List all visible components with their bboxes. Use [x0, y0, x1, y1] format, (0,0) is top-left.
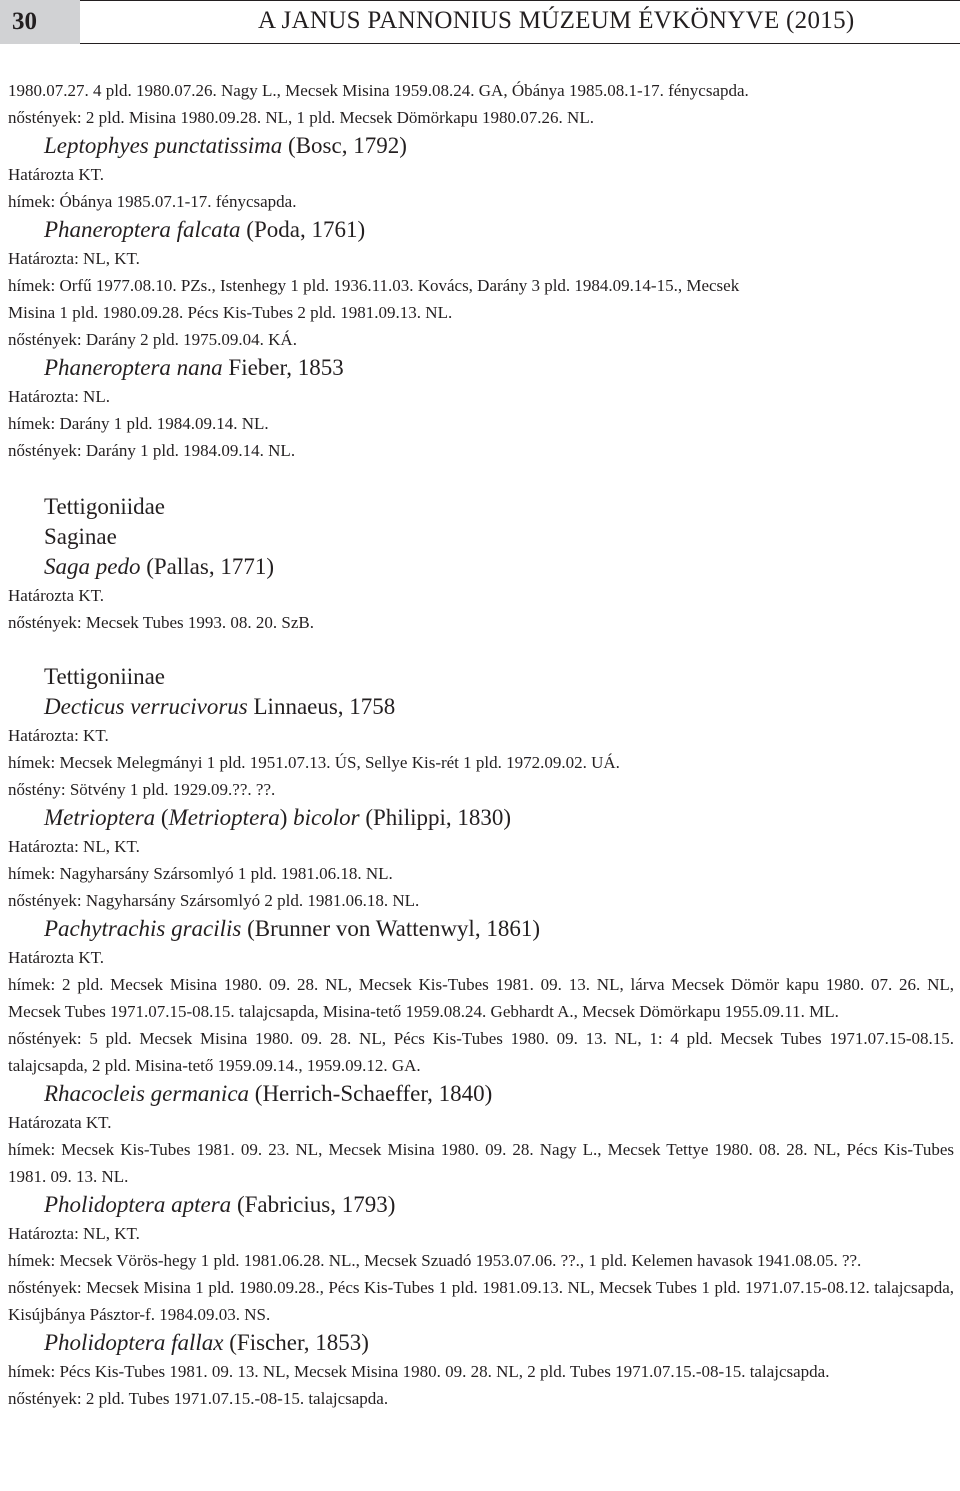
- taxon-heading: [8, 1328, 954, 1358]
- record-paragraph: nőstények: 5 pld. Mecsek Misina 1980. 09. 28. NL, Pécs Kis-Tubes 1980. 09. 13. NL, 1: 4 pld. Mecsek Tubes 1971.07.15-08.15. talajcsapda, 2 pld. Misina-tető 1959.09.14., 1959.09.12. GA.: [8, 1029, 954, 1075]
- taxon-heading: [8, 353, 954, 383]
- journal-title: A JANUS PANNONIUS MÚZEUM ÉVKÖNYVE (2015): [80, 0, 960, 44]
- record-line: nőstények: Nagyharsány Szársomlyó 2 pld. 1981.06.18. NL.: [8, 891, 420, 910]
- subfamily-heading: Tettigoniinae: [44, 664, 166, 689]
- taxon-paren: (: [155, 805, 169, 830]
- taxon-heading: [8, 1190, 954, 1220]
- taxon-name: Pholidoptera aptera: [44, 1192, 232, 1217]
- taxon-name: Saga pedo: [44, 554, 141, 579]
- taxon-name: Phaneroptera nana: [44, 355, 223, 380]
- record-paragraph: hímek: 2 pld. Mecsek Misina 1980. 09. 28. NL, Mecsek Kis-Tubes 1981. 09. 13. NL, lárva Mecsek Dömör kapu 1980. 07. 26. NL, Mecsek Tubes 1971.07.15-08.15. talajcsapda, Misina-tető 1959.08.24. Gebhardt A., Mecsek Dömörkapu 1955.09.11. ML.: [8, 975, 954, 1021]
- record-paragraph: nőstények: Mecsek Misina 1 pld. 1980.09.28., Pécs Kis-Tubes 1 pld. 1981.09.13. NL, Mecsek Tubes 1 pld. 1971.07.15-08.12. talajcsapda, Kisújbánya Pásztor-f. 1984.09.03. NS.: [8, 1278, 954, 1324]
- taxon-author: (Poda, 1761): [240, 217, 366, 242]
- record-line: nőstény: Sötvény 1 pld. 1929.09.??. ??.: [8, 780, 276, 799]
- taxon-name: Pholidoptera fallax: [44, 1330, 224, 1355]
- taxon-author: (Brunner von Wattenwyl, 1861): [241, 916, 540, 941]
- taxon-author: Fieber, 1853: [222, 355, 344, 380]
- taxon-heading: [8, 692, 954, 722]
- taxon-author: (Herrich-Schaeffer, 1840): [249, 1081, 493, 1106]
- record-paragraph: hímek: Mecsek Vörös-hegy 1 pld. 1981.06.28. NL., Mecsek Szuadó 1953.07.06. ??., 1 pld. Kelemen havasok 1941.08.05. ??.: [8, 1251, 862, 1270]
- taxon-name: Pachytrachis gracilis: [44, 916, 242, 941]
- record-line: hímek: Óbánya 1985.07.1-17. fénycsapda.: [8, 192, 297, 211]
- record-line: nőstények: Darány 1 pld. 1984.09.14. NL.: [8, 441, 296, 460]
- text-line: 1980.07.27. 4 pld. 1980.07.26. Nagy L., Mecsek Misina 1959.08.24. GA, Óbánya 1985.08.1-17. fénycsapda.: [8, 81, 749, 100]
- record-line: nőstények: 2 pld. Tubes 1971.07.15.-08-15. talajcsapda.: [8, 1389, 389, 1408]
- determiner-line: Határozata KT.: [8, 1113, 112, 1132]
- record-line: hímek: Orfű 1977.08.10. PZs., Istenhegy 1 pld. 1936.11.03. Kovács, Darány 3 pld. 1984.09.14-15., Mecsek: [8, 276, 740, 295]
- page-header: [0, 0, 960, 44]
- determiner-line: Határozta: NL.: [8, 387, 110, 406]
- taxon-heading: [8, 914, 954, 944]
- taxon-author: (Bosc, 1792): [282, 133, 407, 158]
- record-line: hímek: Mecsek Melegmányi 1 pld. 1951.07.13. ÚS, Sellye Kis-rét 1 pld. 1972.09.02. UÁ.: [8, 753, 620, 772]
- taxon-author: Linnaeus, 1758: [247, 694, 396, 719]
- taxon-author: (Philippi, 1830): [359, 805, 512, 830]
- determiner-line: Határozta KT.: [8, 948, 104, 967]
- taxon-name: Decticus verrucivorus: [44, 694, 248, 719]
- record-line: hímek: Darány 1 pld. 1984.09.14. NL.: [8, 414, 269, 433]
- record-line: Misina 1 pld. 1980.09.28. Pécs Kis-Tubes 2 pld. 1981.09.13. NL.: [8, 303, 453, 322]
- page-number: 30: [0, 0, 80, 44]
- determiner-line: Határozta KT.: [8, 586, 104, 605]
- record-paragraph: hímek: Mecsek Kis-Tubes 1981. 09. 23. NL, Mecsek Misina 1980. 09. 28. Nagy L., Mecsek Tettye 1980. 08. 28. NL, Pécs Kis-Tubes 1981. 09. 13. NL.: [8, 1140, 954, 1186]
- subfamily-heading: Saginae: [44, 524, 117, 549]
- determiner-line: Határozta: KT.: [8, 726, 109, 745]
- taxon-heading: [8, 131, 954, 161]
- text-line: nőstények: 2 pld. Misina 1980.09.28. NL, 1 pld. Mecsek Dömörkapu 1980.07.26. NL.: [8, 108, 594, 127]
- taxon-name: Rhacocleis germanica: [44, 1081, 250, 1106]
- spacer: [8, 636, 954, 662]
- taxon-epithet: bicolor: [293, 805, 360, 830]
- taxon-author: (Fischer, 1853): [223, 1330, 369, 1355]
- taxon-author: (Pallas, 1771): [140, 554, 274, 579]
- record-line: hímek: Nagyharsány Szársomlyó 1 pld. 1981.06.18. NL.: [8, 864, 393, 883]
- taxon-heading: [8, 215, 954, 245]
- spacer: [8, 464, 954, 492]
- taxon-name: Phaneroptera falcata: [44, 217, 241, 242]
- taxon-heading: [8, 803, 954, 833]
- taxon-heading: [8, 552, 954, 582]
- determiner-line: Határozta: NL, KT.: [8, 249, 140, 268]
- taxon-heading: [8, 1079, 954, 1109]
- taxon-name: Leptophyes punctatissima: [44, 133, 283, 158]
- determiner-line: Határozta KT.: [8, 165, 104, 184]
- record-line: nőstények: Mecsek Tubes 1993. 08. 20. SzB.: [8, 613, 314, 632]
- taxon-paren: ): [279, 805, 294, 830]
- family-heading: Tettigoniidae: [44, 494, 166, 519]
- taxon-author: (Fabricius, 1793): [231, 1192, 396, 1217]
- determiner-line: Határozta: NL, KT.: [8, 837, 140, 856]
- determiner-line: Határozta: NL, KT.: [8, 1224, 140, 1243]
- taxon-name: Metrioptera: [44, 805, 156, 830]
- article-body: [8, 77, 954, 1412]
- record-paragraph: hímek: Pécs Kis-Tubes 1981. 09. 13. NL, Mecsek Misina 1980. 09. 28. NL, 2 pld. Tubes 1971.07.15.-08-15. talajcsapda.: [8, 1362, 830, 1381]
- record-line: nőstények: Darány 2 pld. 1975.09.04. KÁ.: [8, 330, 297, 349]
- taxon-subgenus: Metrioptera: [168, 805, 280, 830]
